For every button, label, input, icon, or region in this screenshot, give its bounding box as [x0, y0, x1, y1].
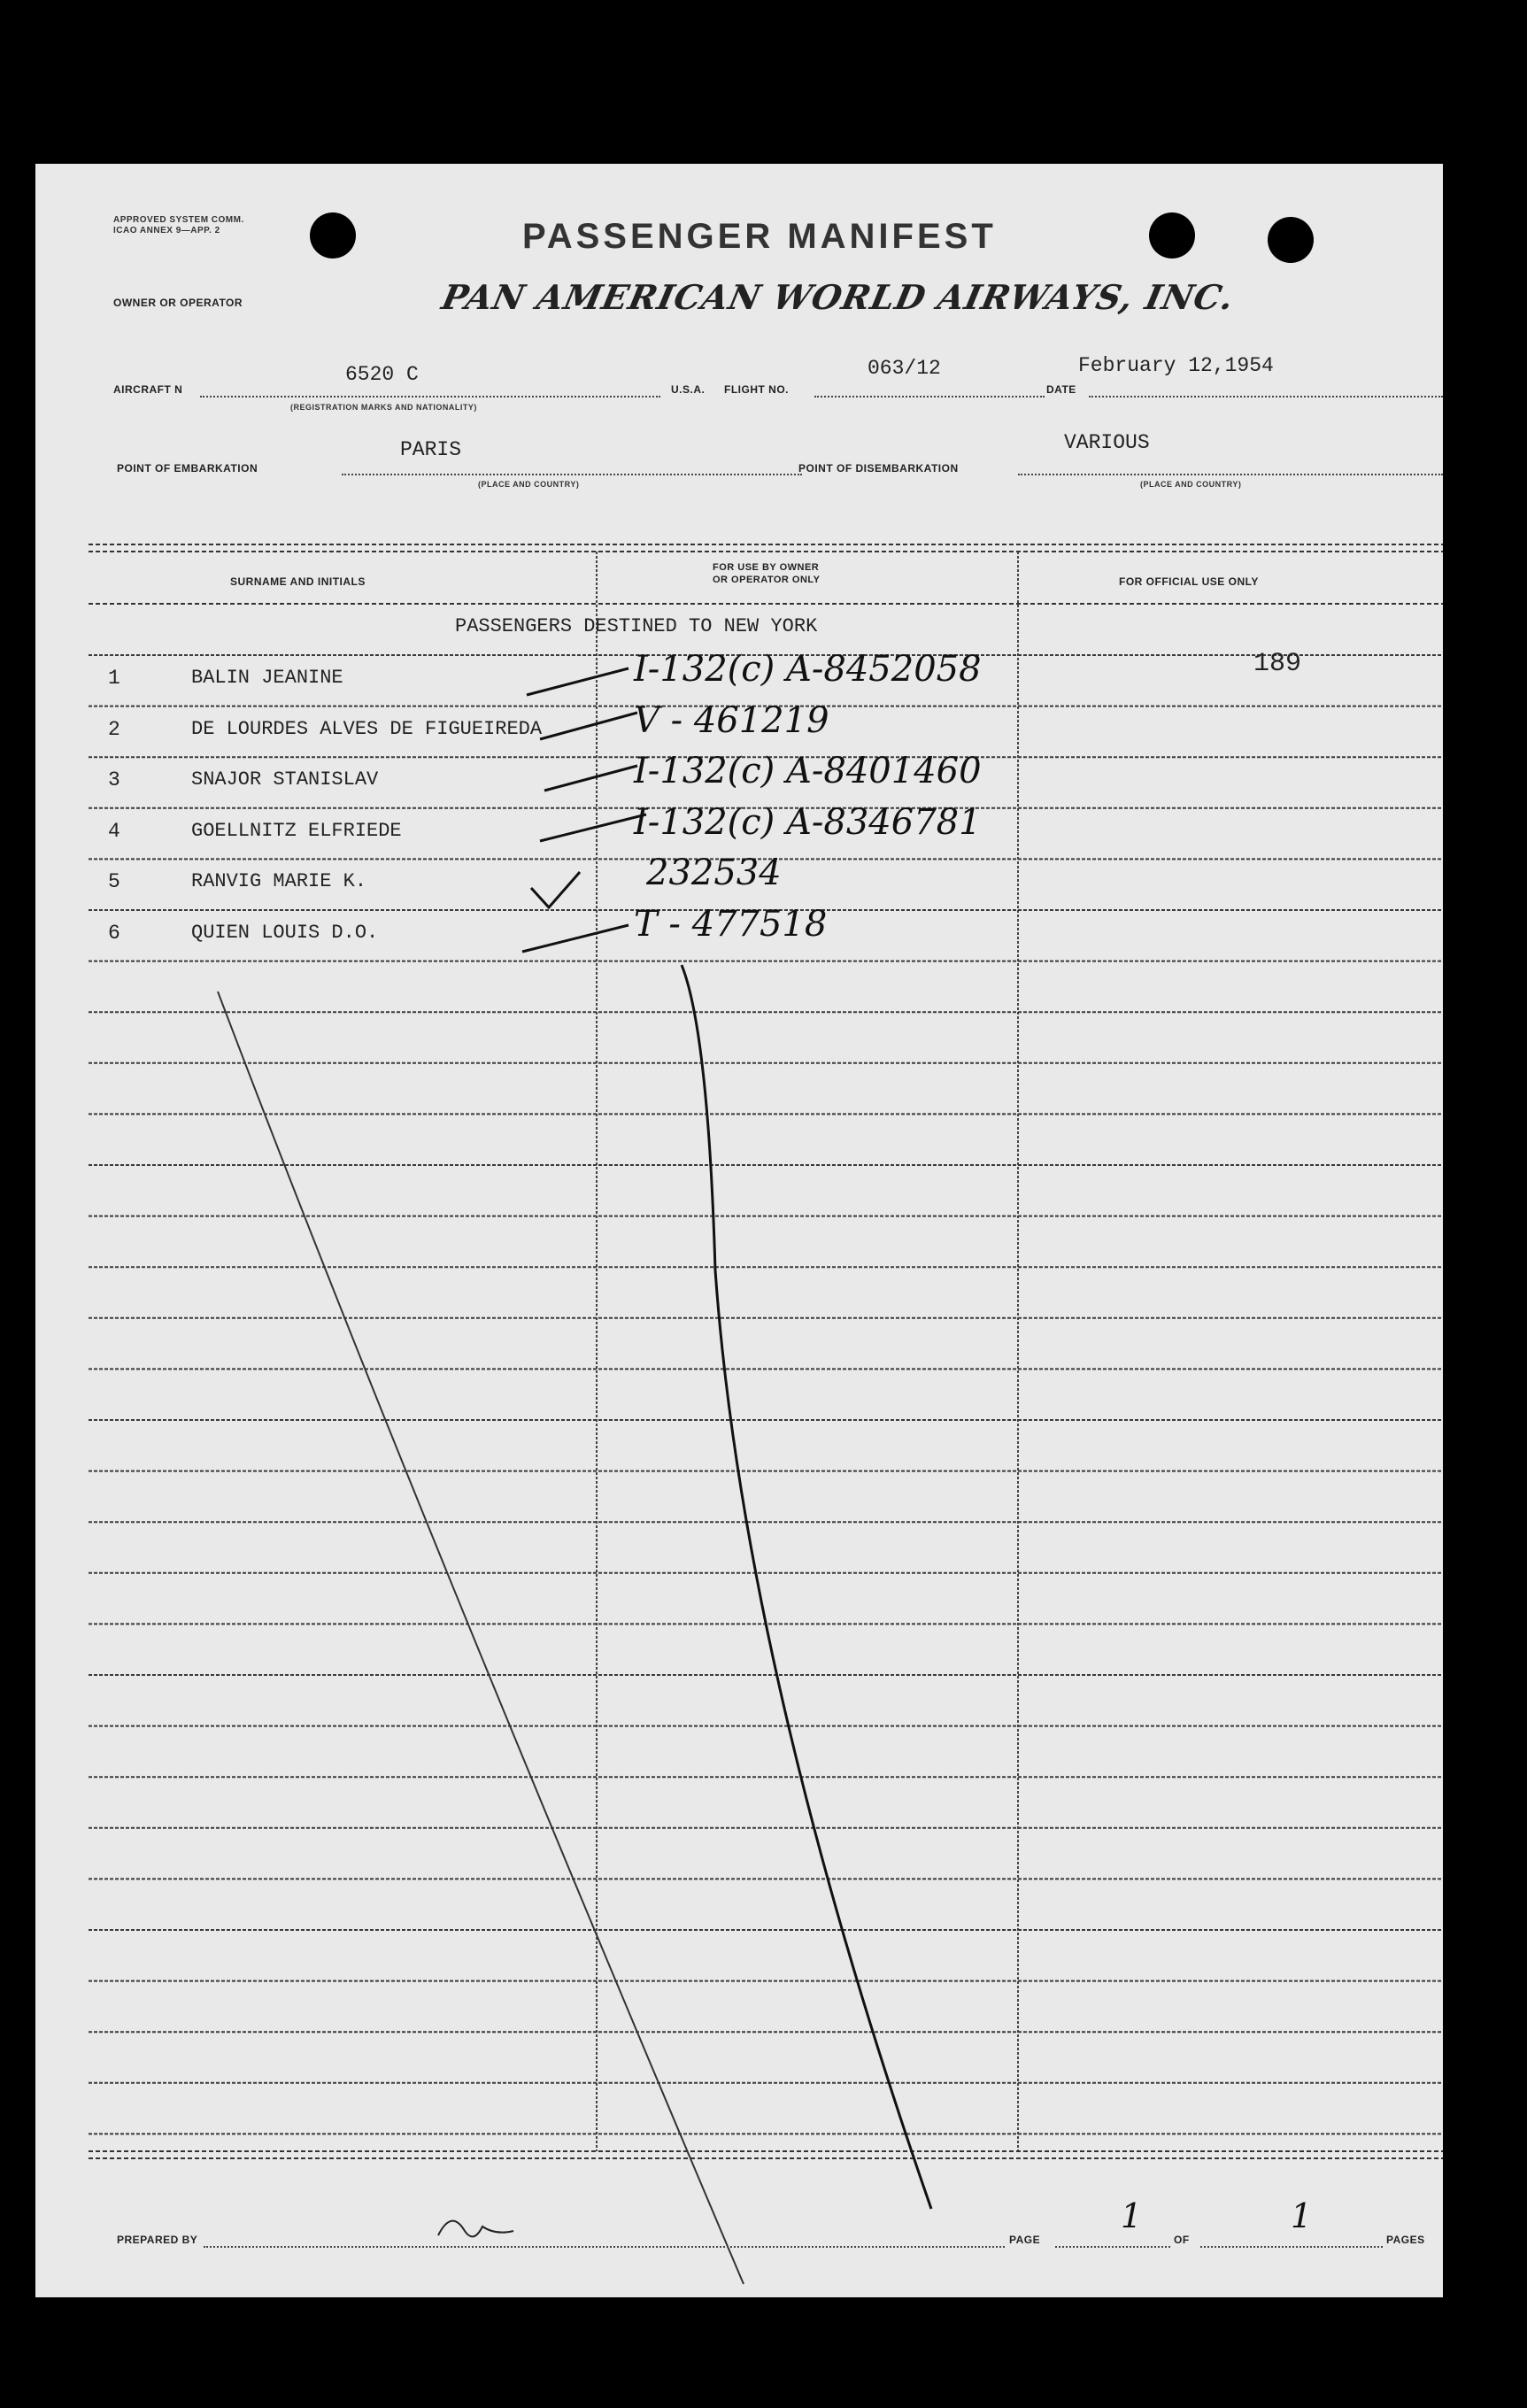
page-title: PASSENGER MANIFEST	[522, 217, 997, 256]
col-surname-header: SURNAME AND INITIALS	[230, 575, 366, 588]
disembarkation-caption: (PLACE AND COUNTRY)	[1140, 480, 1242, 489]
row-number: 3	[108, 768, 120, 791]
passenger-name: RANVIG MARIE K.	[191, 870, 367, 892]
passenger-document-code: I-132(c) A-8346781	[634, 801, 982, 843]
of-underline	[1200, 2246, 1383, 2248]
row-number: 4	[108, 819, 120, 843]
date-value: February 12,1954	[1078, 354, 1274, 377]
passenger-name: DE LOURDES ALVES DE FIGUEIREDA	[191, 717, 543, 740]
embarkation-value: PARIS	[400, 438, 462, 461]
page-underline	[1055, 2246, 1170, 2248]
passenger-name: BALIN JEANINE	[191, 667, 343, 689]
flight-label: FLIGHT NO.	[724, 383, 789, 396]
embarkation-label: POINT OF EMBARKATION	[117, 462, 258, 475]
company-name: PAN AMERICAN WORLD AIRWAYS, INC.	[438, 277, 1238, 317]
disembarkation-label: POINT OF DISEMBARKATION	[798, 462, 959, 475]
date-label: DATE	[1046, 383, 1076, 396]
prepared-underline	[204, 2246, 1005, 2248]
passenger-document-code: T - 477518	[634, 903, 828, 945]
passenger-document-code: V - 461219	[634, 699, 829, 741]
row-number: 1	[108, 667, 120, 690]
passenger-name: GOELLNITZ ELFRIEDE	[191, 819, 402, 842]
row-number: 5	[108, 870, 120, 893]
section-note: PASSENGERS DESTINED TO NEW YORK	[455, 615, 818, 637]
passenger-document-code: I-132(c) A-8452058	[634, 649, 982, 690]
official-number: 189	[1253, 649, 1302, 679]
aircraft-caption: (REGISTRATION MARKS AND NATIONALITY)	[290, 403, 477, 412]
row-number: 2	[108, 717, 120, 741]
passenger-document-code: 232534	[646, 853, 782, 893]
pages-value: 1	[1291, 2196, 1313, 2235]
row-number: 6	[108, 921, 120, 945]
page-value: 1	[1121, 2196, 1143, 2235]
col-official-header: FOR OFFICIAL USE ONLY	[1119, 575, 1259, 588]
pages-label: PAGES	[1386, 2234, 1425, 2246]
flight-value: 063/12	[868, 357, 941, 380]
manifest-sheet	[35, 164, 1443, 2297]
col-owner-header-line1: FOR USE BY OWNER	[713, 562, 820, 573]
usa-label: U.S.A.	[671, 383, 706, 396]
passenger-document-code: I-132(c) A-8401460	[634, 751, 982, 791]
disembarkation-value: VARIOUS	[1064, 431, 1150, 454]
passenger-name: QUIEN LOUIS D.O.	[191, 921, 379, 944]
aircraft-label: AIRCRAFT N	[113, 383, 183, 396]
owner-label: OWNER OR OPERATOR	[113, 297, 243, 309]
embarkation-caption: (PLACE AND COUNTRY)	[478, 480, 580, 489]
page-label: PAGE	[1009, 2234, 1041, 2246]
approval-text: APPROVED SYSTEM COMM. ICAO ANNEX 9—APP. 2	[113, 215, 244, 235]
passenger-name: SNAJOR STANISLAV	[191, 768, 379, 791]
table-grid	[35, 164, 1443, 2297]
of-label: OF	[1174, 2234, 1190, 2246]
col-owner-header-line2: OR OPERATOR ONLY	[713, 575, 821, 585]
prepared-label: PREPARED BY	[117, 2234, 198, 2246]
aircraft-value: 6520 C	[345, 363, 419, 386]
